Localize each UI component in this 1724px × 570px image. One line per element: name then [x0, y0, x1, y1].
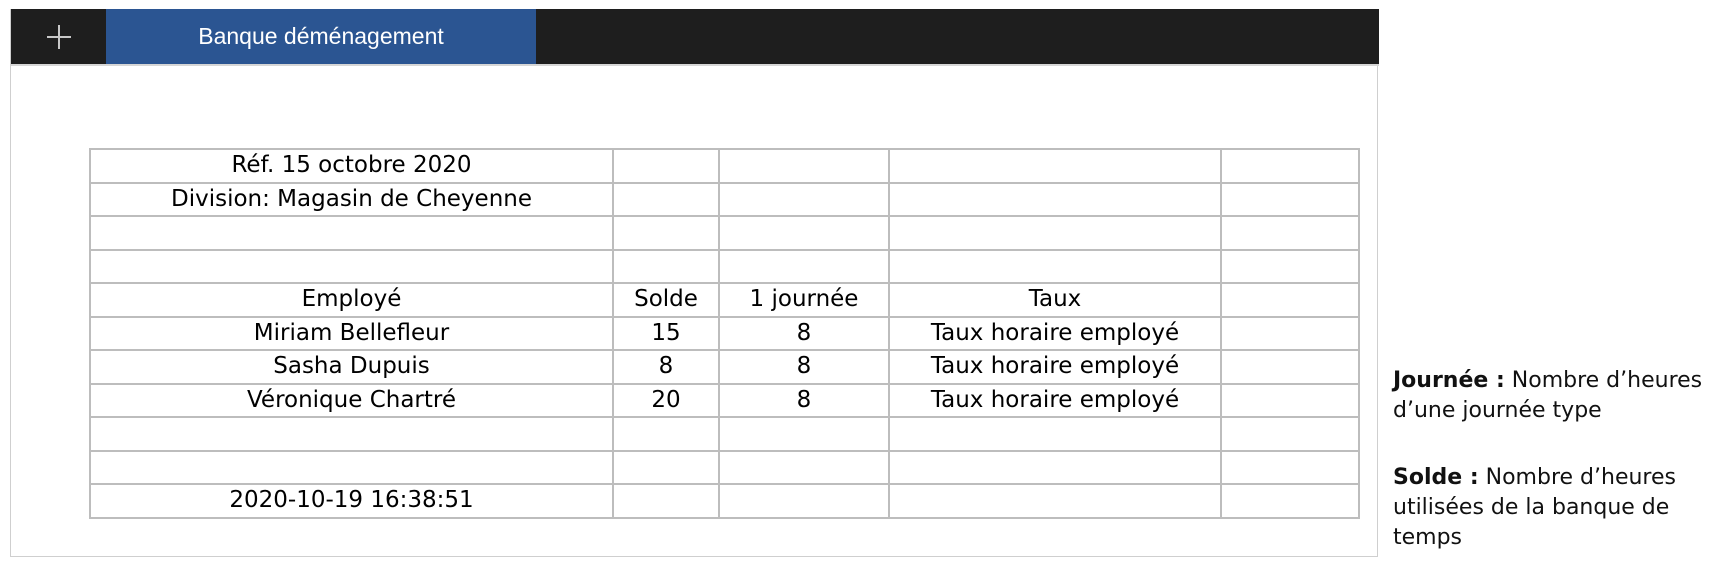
legend-journee-definition: Nombre d’heures d’une journée type	[1393, 368, 1703, 423]
spreadsheet-grid	[89, 148, 1360, 519]
cell[interactable]	[90, 451, 613, 485]
cell[interactable]	[613, 250, 719, 284]
header-cell-taux[interactable]: Taux	[889, 283, 1221, 317]
cell[interactable]	[889, 484, 1221, 518]
cell[interactable]	[719, 451, 889, 485]
header-row	[90, 283, 1359, 317]
cell[interactable]	[1221, 484, 1359, 518]
cell[interactable]	[719, 417, 889, 451]
cell[interactable]: Division: Magasin de Cheyenne	[90, 183, 613, 217]
cell[interactable]	[613, 484, 719, 518]
cell[interactable]	[719, 149, 889, 183]
cell[interactable]	[719, 216, 889, 250]
solde-cell[interactable]: 15	[613, 317, 719, 351]
cell[interactable]	[719, 250, 889, 284]
header-cell-journee[interactable]: 1 journée	[719, 283, 889, 317]
cell[interactable]	[719, 183, 889, 217]
cell[interactable]	[613, 451, 719, 485]
cell[interactable]	[1221, 250, 1359, 284]
plus-icon	[46, 24, 72, 50]
table-row	[90, 417, 1359, 451]
cell[interactable]	[719, 484, 889, 518]
employee-name-cell[interactable]: Sasha Dupuis	[90, 350, 613, 384]
cell[interactable]	[889, 451, 1221, 485]
cell[interactable]	[613, 183, 719, 217]
cell[interactable]	[1221, 149, 1359, 183]
taux-cell[interactable]: Taux horaire employé	[889, 317, 1221, 351]
header-cell-solde[interactable]: Solde	[613, 283, 719, 317]
table-row	[90, 484, 1359, 518]
journee-cell[interactable]: 8	[719, 317, 889, 351]
cell[interactable]	[90, 216, 613, 250]
cell[interactable]	[613, 216, 719, 250]
taux-cell[interactable]: Taux horaire employé	[889, 350, 1221, 384]
cell[interactable]	[889, 149, 1221, 183]
cell[interactable]	[889, 216, 1221, 250]
add-sheet-button[interactable]	[11, 9, 106, 64]
cell[interactable]	[1221, 183, 1359, 217]
solde-cell[interactable]: 8	[613, 350, 719, 384]
journee-cell[interactable]: 8	[719, 350, 889, 384]
legend-journee	[1393, 366, 1724, 426]
taux-cell[interactable]: Taux horaire employé	[889, 384, 1221, 418]
cell[interactable]	[889, 183, 1221, 217]
cell[interactable]	[1221, 350, 1359, 384]
employee-name-cell[interactable]: Miriam Bellefleur	[90, 317, 613, 351]
legend-solde	[1393, 463, 1724, 553]
legend-journee-term: Journée :	[1393, 368, 1505, 393]
cell[interactable]	[613, 149, 719, 183]
cell[interactable]	[1221, 417, 1359, 451]
cell[interactable]	[1221, 283, 1359, 317]
solde-cell[interactable]: 20	[613, 384, 719, 418]
header-cell-employe[interactable]: Employé	[90, 283, 613, 317]
table-row	[90, 250, 1359, 284]
cell[interactable]	[613, 417, 719, 451]
table-row	[90, 317, 1359, 351]
table-row	[90, 451, 1359, 485]
cell[interactable]	[90, 250, 613, 284]
cell[interactable]	[1221, 384, 1359, 418]
tab-banque-demenagement[interactable]	[106, 9, 536, 64]
legend-solde-definition: Nombre d’heures utilisées de la banque de temps	[1393, 465, 1676, 550]
table-row	[90, 216, 1359, 250]
cell[interactable]	[889, 250, 1221, 284]
cell[interactable]	[1221, 317, 1359, 351]
timestamp-cell[interactable]: 2020-10-19 16:38:51	[90, 484, 613, 518]
tab-divider	[11, 64, 1379, 66]
cell[interactable]	[1221, 451, 1359, 485]
table-row	[90, 149, 1359, 183]
cell[interactable]	[1221, 216, 1359, 250]
cell[interactable]	[889, 417, 1221, 451]
cell[interactable]	[90, 417, 613, 451]
journee-cell[interactable]: 8	[719, 384, 889, 418]
legend-solde-term: Solde :	[1393, 465, 1479, 490]
employee-name-cell[interactable]: Véronique Chartré	[90, 384, 613, 418]
table-row	[90, 183, 1359, 217]
tab-bar	[11, 9, 1379, 64]
table-row	[90, 384, 1359, 418]
table-row	[90, 350, 1359, 384]
cell[interactable]: Réf. 15 octobre 2020	[90, 149, 613, 183]
tab-label: Banque déménagement	[198, 23, 444, 49]
